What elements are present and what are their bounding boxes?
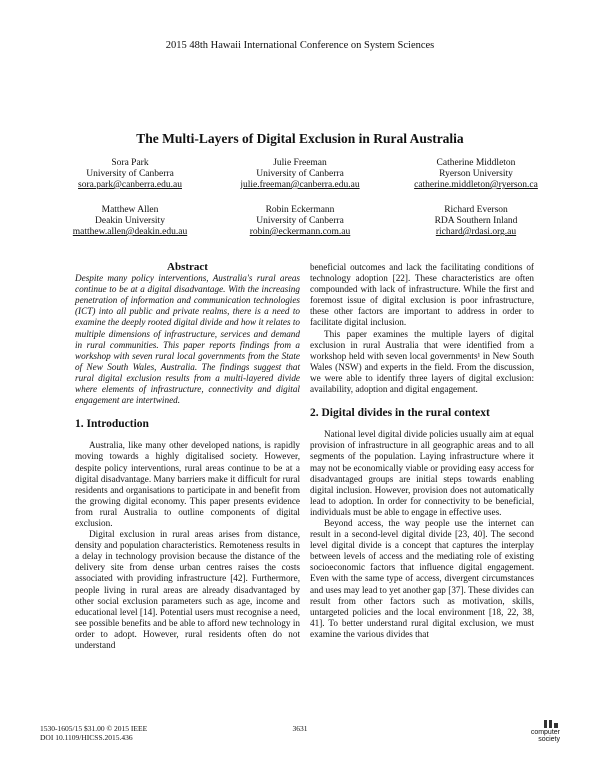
computer-society-logo — [500, 719, 560, 743]
paragraph: Beyond access, the way people use the internet can result in a second-level digital divide [23, 40]. The second level digital divide is a concept that captures the interplay between levels of access and the mediating role of existing socioeconomic factors that influence digital engagement. Even with the same type of access, divergent circumstances and uses may lead to yet another gap [37]. These divides can result from other factors such as motivation, skills, untargeted policies and the local environment [18, 22, 38, 41]. To better understand rural digital exclusion, we must examine the various divides that — [310, 517, 534, 639]
author-name: Richard Everson — [444, 205, 508, 215]
footer-doi: DOI 10.1109/HICSS.2015.436 — [40, 733, 133, 742]
author-affiliation: University of Canberra — [86, 169, 174, 179]
author-name: Matthew Allen — [101, 205, 159, 215]
author-email[interactable]: richard@rdasi.org.au — [435, 227, 517, 237]
paragraph: Australia, like many other developed nations, is rapidly moving towards a highly digitalised society. However, despite policy interventions, rural areas continue to be at a digital disadvantage. Many barriers make it difficult for rural residents and organisations to participate in and benefit from the growing digital economy. This paper presents evidence from rural Australia to outline components of digital exclusion. — [75, 440, 300, 528]
author-block — [40, 158, 220, 191]
author-block — [386, 158, 566, 191]
author-affiliation: University of Canberra — [256, 169, 344, 179]
author-email[interactable]: matthew.allen@deakin.edu.au — [72, 227, 188, 237]
paragraph: This paper examines the multiple layers of digital exclusion in rural Australia that were identified from a workshop held with seven local governments¹ in New South Wales (NSW) and experts in the field. From the discussion, we were able to identify three layers of digital exclusion: availability, adoption and digital engagement. — [310, 328, 534, 395]
author-block — [210, 205, 390, 238]
paragraph: beneficial outcomes and lack the facilitating conditions of technology adoption [22]. These characteristics are often compounded with lack of infrastructure. While the first and foremost issue of digital exclusion is poor infrastructure, these other factors are important to address in order to facilitate digital inclusion. — [310, 262, 534, 328]
author-email[interactable]: julie.freeman@canberra.edu.au — [240, 180, 360, 190]
author-affiliation: University of Canberra — [256, 216, 344, 226]
paragraph: National level digital divide policies usually aim at equal provision of infrastructure in all geographic areas and to all segments of the population. Laying infrastructure where it may not be economically viable or providing easy access for disadvantaged groups are initial steps towards enabling digital inclusion. However, provision does not automatically lead to adoption. In order for connectivity to be beneficial, individuals must be able to engage in effective uses. — [310, 429, 534, 517]
author-block — [386, 205, 566, 238]
section-heading: 2. Digital divides in the rural context — [310, 407, 490, 420]
logo-text: society — [538, 736, 560, 743]
paper-title: The Multi-Layers of Digital Exclusion in Rural Australia — [136, 131, 464, 146]
ieee-cs-mark-icon — [542, 719, 560, 729]
paragraph: Digital exclusion in rural areas arises from distance, density and population characteristics. Remoteness results in a delay in technology provision because the distance of the delivery site from dense urban centres raises the costs associated with providing infrastructure [42]. Furthermore, people living in rural areas are already disadvantaged by other social exclusion parameters such as age, income and educational level [14]. Potential users must recognise a need, see possible benefits and be able to afford new technology in order to adopt. However, rural residents often do not understand — [75, 529, 300, 650]
logo-text: computer — [530, 729, 560, 736]
author-affiliation: Deakin University — [95, 216, 165, 226]
abstract-heading: Abstract — [167, 261, 208, 273]
author-name: Julie Freeman — [273, 158, 327, 168]
page-number: 3631 — [292, 724, 308, 733]
author-name: Catherine Middleton — [436, 158, 516, 168]
left-column — [75, 262, 300, 651]
abstract-text: Despite many policy interventions, Australia's rural areas continue to be at a digital disadvantage. With the increasing penetration of information and communication technologies (ICT) into all public and private realms, there is a need to examine the deeply rooted digital divide and how it relates to multiple dimensions of infrastructure, services and demand in rural communities. This paper reports findings from a workshop with seven rural local governments from the State of New South Wales, Australia. The findings suggest that rural digital exclusion results from a multi-layered divide where elements of infrastructure, connectivity and digital engagement are intertwined. — [75, 273, 300, 406]
footer-issn: 1530-1605/15 $31.00 © 2015 IEEE — [40, 724, 148, 733]
author-affiliation: Ryerson University — [439, 169, 513, 179]
author-name: Sora Park — [111, 158, 149, 168]
right-column — [310, 262, 534, 640]
author-email[interactable]: robin@eckermann.com.au — [249, 227, 351, 237]
author-email[interactable]: sora.park@canberra.edu.au — [78, 180, 182, 190]
author-email[interactable]: catherine.middleton@ryerson.ca — [414, 180, 538, 190]
author-block — [40, 205, 220, 238]
author-block — [210, 158, 390, 191]
author-name: Robin Eckermann — [265, 205, 335, 215]
author-affiliation: RDA Southern Inland — [434, 216, 518, 226]
section-heading: 1. Introduction — [75, 418, 149, 431]
conference-header: 2015 48th Hawaii International Conference on System Sciences — [165, 40, 435, 51]
